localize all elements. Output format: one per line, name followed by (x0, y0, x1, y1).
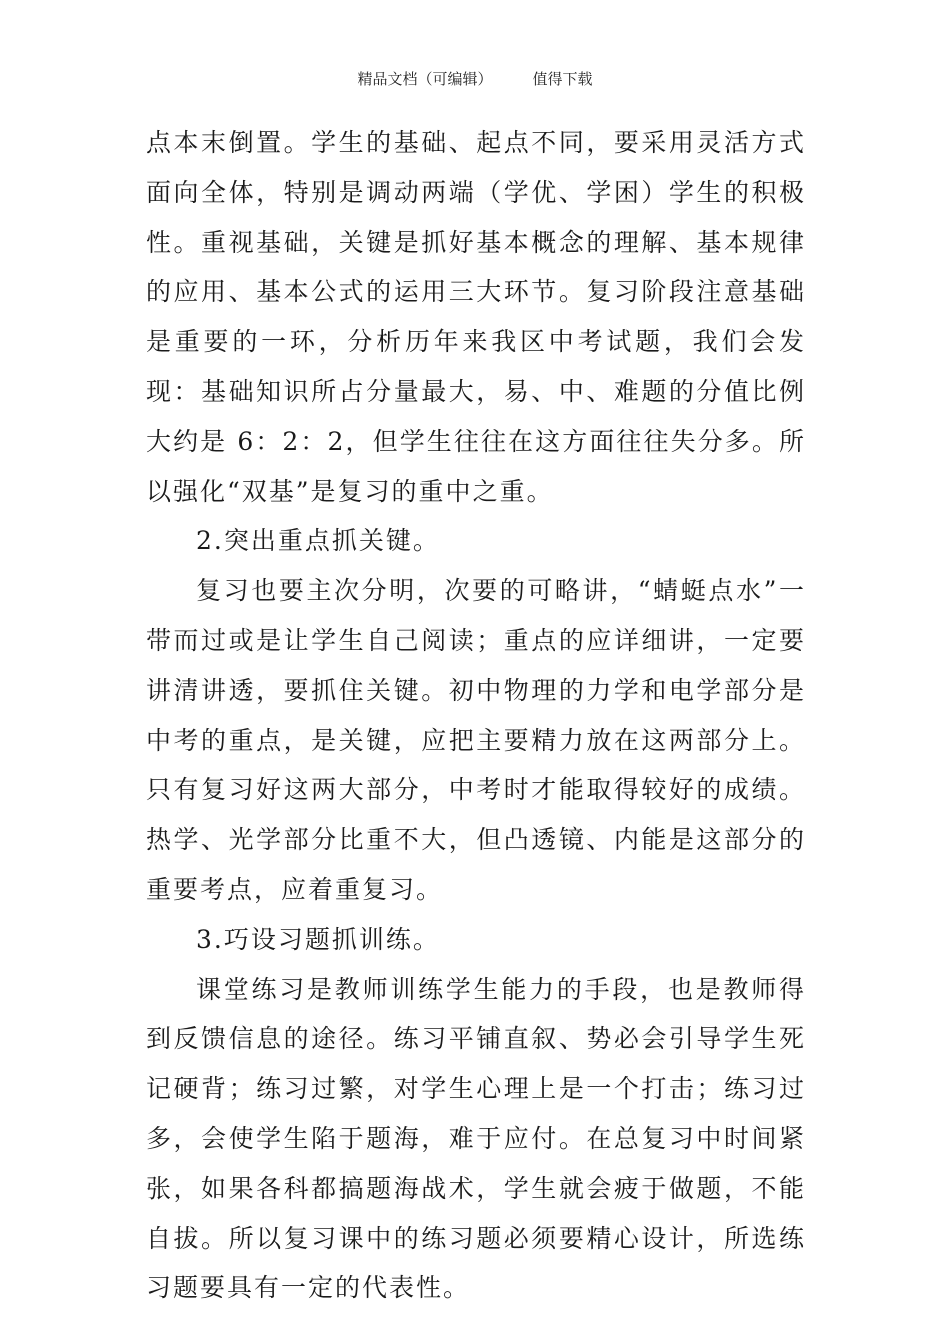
document-body (146, 118, 806, 1313)
paragraph-continuation: 点本末倒置。学生的基础、起点不同，要采用灵活方式面向全体，特别是调动两端（学优、学困）学生的积极性。重视基础，关键是抓好基本概念的理解、基本规律的应用、基本公式的运用三大环节。复习阶段注意基础是重要的一环，分析历年来我区中考试题，我们会发现：基础知识所占分量最大，易、中、难题的分值比例大约是 6：2：2，但学生往往在这方面往往失分多。所以强化“双基”是复习的重中之重。 (146, 128, 806, 506)
header-left-text: 精品文档（可编辑） (357, 70, 493, 88)
section-heading-2: 2.突出重点抓关键。 (196, 526, 440, 556)
section-heading-3: 3.巧设习题抓训练。 (196, 924, 440, 954)
paragraph-section-2: 复习也要主次分明，次要的可略讲，“蜻蜓点水”一带而过或是让学生自己阅读；重点的应详细讲，一定要讲清讲透，要抓住关键。初中物理的力学和电学部分是中考的重点，是关键，应把主要精力放在这两部分上。只有复习好这两大部分，中考时才能取得较好的成绩。热学、光学部分比重不大，但凸透镜、内能是这部分的重要考点，应着重复习。 (146, 576, 806, 904)
paragraph-section-3: 课堂练习是教师训练学生能力的手段，也是教师得到反馈信息的途径。练习平铺直叙、势必会引导学生死记硬背；练习过繁，对学生心理上是一个打击；练习过多，会使学生陷于题海，难于应付。在总复习中时间紧张，如果各科都搞题海战术，学生就会疲于做题，不能自拔。所以复习课中的练习题必须要精心设计，所选练习题要具有一定的代表性。 (146, 974, 806, 1303)
page-header (0, 68, 950, 89)
header-right-text: 值得下载 (532, 70, 593, 88)
